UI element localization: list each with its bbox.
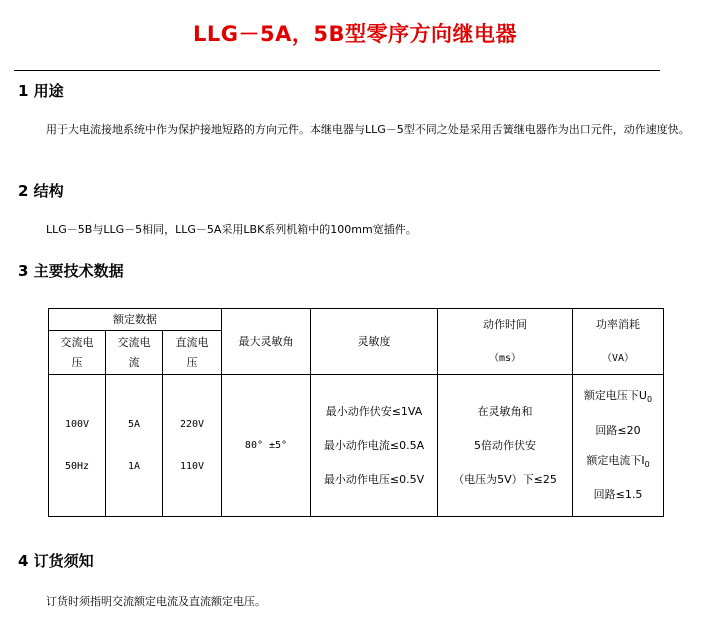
- value-ac-current-5a: 5A: [127, 418, 141, 430]
- header-ac-current-line2: 流: [128, 355, 140, 369]
- header-power-label: 功率消耗: [596, 317, 640, 331]
- spec-table: [48, 308, 664, 517]
- header-power-unit: （VA）: [601, 352, 635, 364]
- value-dc-voltage-110: 110V: [179, 460, 205, 472]
- header-ac-current: [106, 331, 163, 375]
- header-max-angle: 最大灵敏角: [222, 309, 311, 375]
- cell-dc-voltage: [163, 375, 222, 517]
- value-time-line3: （电压为5V）下≤25: [453, 472, 557, 486]
- cell-ac-current: [106, 375, 163, 517]
- cell-operate-time: [438, 375, 573, 517]
- section-heading-purpose: 1 用途: [18, 82, 64, 100]
- cell-power: [573, 375, 664, 517]
- value-ac-frequency: 50Hz: [64, 460, 90, 472]
- title-divider: [14, 70, 660, 71]
- cell-sensitivity: [311, 375, 438, 517]
- header-dc-voltage-line2: 压: [186, 355, 198, 369]
- section-heading-structure: 2 结构: [18, 182, 64, 200]
- value-time-line1: 在灵敏角和: [477, 404, 533, 418]
- header-power: [573, 309, 664, 375]
- value-dc-voltage-220: 220V: [179, 418, 205, 430]
- cell-max-angle: [222, 375, 311, 517]
- section-body-ordering: 订货时须指明交流额定电流及直流额定电压。: [46, 595, 266, 608]
- header-dc-voltage: [163, 331, 222, 375]
- value-power-line1: 额定电压下$U_0$: [583, 389, 653, 405]
- section-heading-specs: 3 主要技术数据: [18, 262, 124, 280]
- value-min-va: 最小动作伏安≤1VA: [325, 404, 423, 418]
- header-rated-data: 额定数据: [49, 309, 222, 331]
- header-sensitivity: 灵敏度: [311, 309, 438, 375]
- section-body-structure: LLG－5B与LLG－5相同，LLG－5A采用LBK系列机箱中的100mm宽插件。: [46, 223, 417, 236]
- value-ac-voltage: 100V: [64, 418, 90, 430]
- value-ac-current-1a: 1A: [127, 460, 141, 472]
- value-power-line4: 回路≤1.5: [593, 487, 643, 501]
- header-ac-voltage-line1: 交流电: [60, 335, 94, 349]
- section-body-purpose: 用于大电流接地系统中作为保护接地短路的方向元件。本继电器与LLG－5型不同之处是采用舌簧继电器作为出口元件，动作速度快。: [46, 123, 690, 136]
- header-ac-voltage-line2: 压: [71, 355, 83, 369]
- value-power-line3: 额定电流下$I_0$: [586, 453, 650, 469]
- page-title: LLG－5A，5B型零序方向继电器: [193, 22, 517, 46]
- header-ac-current-line1: 交流电: [117, 335, 151, 349]
- value-time-line2: 5倍动作伏安: [474, 438, 536, 452]
- header-operate-time-label: 动作时间: [483, 317, 527, 331]
- value-min-voltage: 最小动作电压≤0.5V: [323, 472, 425, 486]
- header-operate-time: [438, 309, 573, 375]
- header-operate-time-unit: （ms）: [488, 352, 522, 364]
- header-dc-voltage-line1: 直流电: [175, 335, 209, 349]
- value-min-current: 最小动作电流≤0.5A: [323, 438, 425, 452]
- cell-ac-voltage: [49, 375, 106, 517]
- value-max-angle: 80° ±5°: [244, 439, 288, 451]
- value-power-line2: 回路≤20: [595, 423, 641, 437]
- section-heading-ordering: 4 订货须知: [18, 552, 94, 570]
- header-ac-voltage: [49, 331, 106, 375]
